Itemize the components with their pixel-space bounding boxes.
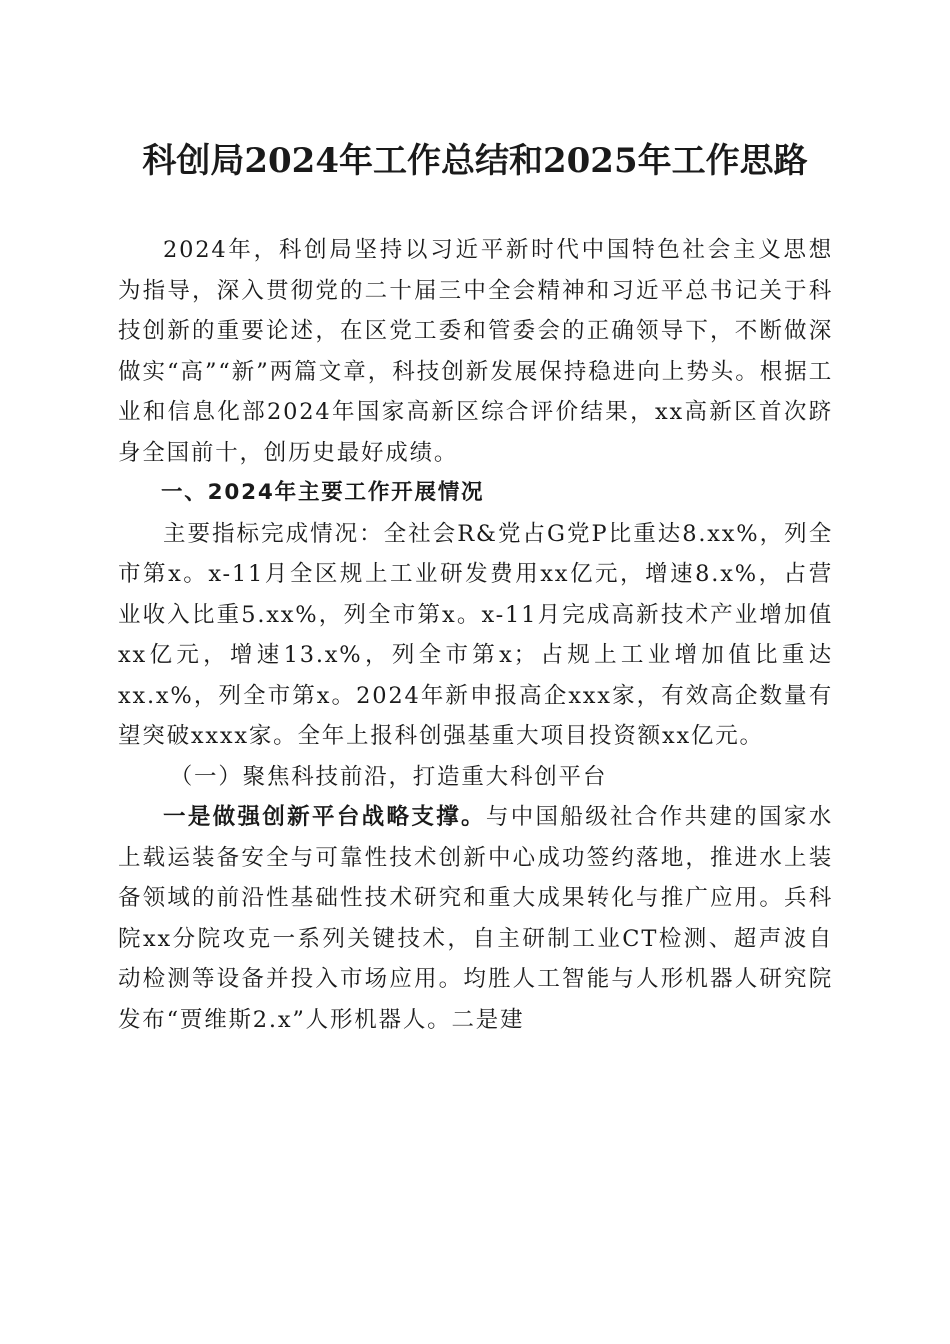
platform-paragraph bbox=[118, 797, 833, 1040]
subsection-heading-1: （一）聚焦科技前沿，打造重大科创平台 bbox=[169, 763, 608, 790]
document-title: 科创局2024年工作总结和2025年工作思路 bbox=[142, 141, 808, 181]
section-heading-1: 一、2024年主要工作开展情况 bbox=[161, 480, 485, 505]
document-body bbox=[118, 230, 833, 1040]
intro-paragraph: 2024年，科创局坚持以习近平新时代中国特色社会主义思想为指导，深入贯彻党的二十届三中全会精神和习近平总书记关于科技创新的重要论述，在区党工委和管委会的正确领导下，不断做深做实“高”“新”两篇文章，科技创新发展保持稳进向上势头。根据工业和信息化部2024年国家高新区综合评价结果，xx高新区首次跻身全国前十，创历史最好成绩。 bbox=[118, 237, 833, 466]
indicators-paragraph: 主要指标完成情况：全社会R&党占G党P比重达8.xx%，列全市第x。x-11月全区规上工业研发费用xx亿元，增速8.x%，占营业收入比重5.xx%，列全市第x。x-11月完成高新技术产业增加值xx亿元，增速13.x%，列全市第x；占规上工业增加值比重达xx.x%，列全市第x。2024年新申报高企xxx家，有效高企数量有望突破xxxx家。全年上报科创强基重大项目投资额xx亿元。 bbox=[118, 520, 833, 749]
paragraph-lead: 一是做强创新平台战略支撑。 bbox=[163, 804, 486, 830]
paragraph-body: 与中国船级社合作共建的国家水上载运装备安全与可靠性技术创新中心成功签约落地，推进水上装备领域的前沿性基础性技术研究和重大成果转化与推广应用。兵科院xx分院攻克一系列关键技术，自主研制工业CT检测、超声波自动检测等设备并投入市场应用。均胜人工智能与人形机器人研究院发布“贾维斯2.x”人形机器人。二是建 bbox=[118, 804, 834, 1033]
